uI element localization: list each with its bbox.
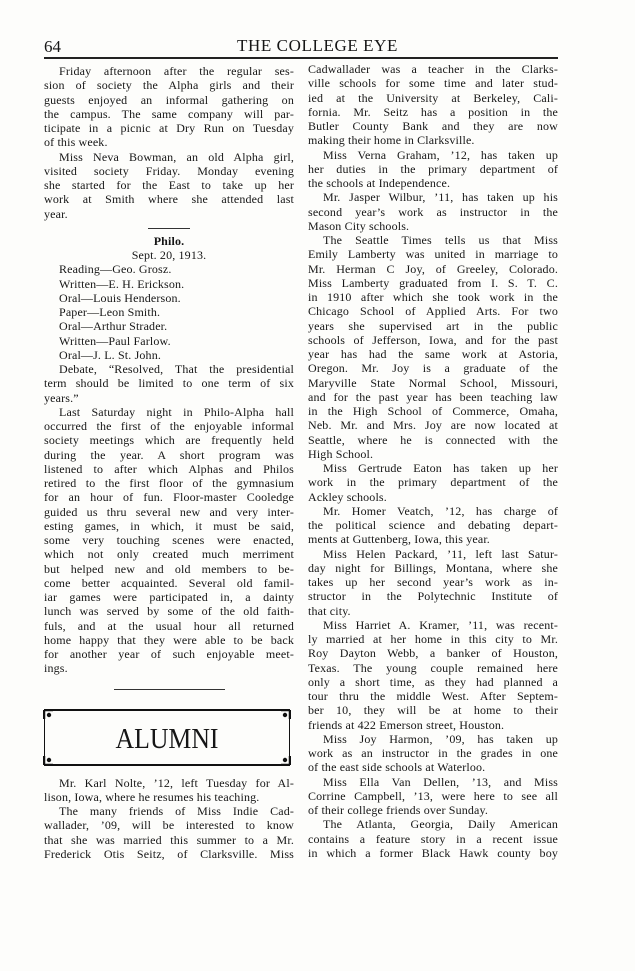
text-line: Miss Helen Packard, ’11, left last Satur-: [323, 546, 558, 561]
text-line: Miss Harriet A. Kramer, ’11, was recent-: [323, 617, 558, 632]
text-line: friends at 422 Emerson street, Houston.: [308, 717, 505, 732]
text-line: come better acquainted. Several old famil-: [44, 575, 294, 590]
text-line: years she supervised art in the public: [308, 318, 558, 333]
paragraph: [308, 148, 558, 191]
text-line: ments at Guttenberg, Iowa, this year.: [308, 532, 490, 547]
text-line: Miss Gertrude Eaton has taken up her: [323, 461, 558, 475]
text-line: fornia. Mr. Seitz has a position in the: [308, 104, 558, 119]
text-line: she started for the East to take up her: [44, 178, 294, 192]
text-line: Miss Neva Bowman, an old Alpha girl,: [59, 149, 294, 164]
paragraph: [44, 776, 294, 805]
paragraph: [308, 504, 558, 547]
text-line: Neb. Mr. and Mrs. Joy are now located at: [308, 418, 558, 433]
paragraph: [44, 277, 294, 291]
text-line: Ackley schools.: [308, 489, 387, 504]
text-line: her duties in the primary department of: [308, 161, 558, 176]
page-number: 64: [44, 37, 61, 56]
text-line: in the High School of Commerce, Omaha,: [308, 404, 558, 418]
text-line: lison, Iowa, where he resumes his teaching.: [44, 789, 260, 804]
text-line: of the east side schools at Waterloo.: [308, 760, 486, 775]
divider-line: [114, 689, 225, 690]
section-divider: [44, 676, 294, 709]
paragraph: [308, 461, 558, 504]
text-line: Miss Lamberty graduated from I. S. T. C.: [308, 275, 558, 290]
text-line: of their college friends over Sunday.: [308, 803, 489, 817]
text-line: guests enjoyed an informal gathering on: [44, 92, 294, 107]
text-line: contains a feature story in a recent issue: [308, 831, 558, 846]
text-line: Miss Joy Harmon, ’09, has taken up: [323, 731, 558, 746]
text-line: Frederick Otis Seitz, of Clarksville. Miss: [44, 846, 294, 861]
text-line: but helped new and old members to be-: [44, 561, 294, 576]
text-line: second year’s work as instructor in the: [308, 204, 558, 219]
section-heading: Philo.: [153, 233, 185, 248]
alumni-banner: [44, 709, 290, 766]
text-line: in which a former Black Hawk county boy: [308, 845, 558, 860]
ornament-corner-icon: [279, 709, 291, 721]
text-line: schools of Jefferson, Iowa, and for the past: [308, 332, 558, 347]
text-line: Roy Dayton Webb, a banker of Houston,: [308, 646, 558, 661]
text-line: High School.: [308, 446, 374, 461]
text-line: esting games, in which, it must be said,: [44, 518, 294, 533]
text-line: Emily Lamberty was united in marriage to: [308, 247, 558, 262]
paragraph: [308, 775, 558, 818]
text-line: tour thru the middle West. After Septem-: [308, 689, 558, 703]
text-line: making their home in Clarksville.: [308, 133, 475, 148]
text-line: ings.: [44, 661, 68, 676]
paragraph: [308, 62, 558, 148]
text-line: Friday afternoon after the regular ses-: [59, 64, 294, 78]
text-line: some very touching scenes were enacted,: [44, 533, 294, 547]
text-line: work in the primary department of the: [308, 475, 558, 490]
text-line: Cadwallader was a teacher in the Clarks-: [308, 62, 558, 76]
text-line: Miss Ella Van Dellen, ’13, and Miss: [323, 774, 558, 789]
text-line: ville schools for some time and later stud-: [308, 76, 558, 91]
text-line: the campus. The same company will par-: [44, 106, 294, 121]
text-line: work at Smith where she attended last: [44, 192, 294, 207]
text-line: Mr. Homer Veatch, ’12, has charge of: [323, 503, 558, 518]
text-line: of this week.: [44, 135, 108, 150]
text-line: day night for Billings, Montana, where she: [308, 560, 558, 575]
text-line: sion of society the Alpha girls and their: [44, 78, 294, 93]
paragraph: [44, 405, 294, 676]
text-line: Last Saturday night in Philo-Alpha hall: [59, 404, 294, 419]
paragraph: [44, 362, 294, 405]
text-line: Oral—Louis Henderson.: [59, 290, 181, 305]
text-line: takes up her second year’s work as in-: [308, 575, 558, 589]
text-line: The Atlanta, Georgia, Daily American: [323, 817, 558, 832]
paragraph: [308, 190, 558, 233]
text-line: The many friends of Miss Indie Cad-: [59, 804, 294, 818]
right-column: [308, 62, 558, 860]
text-line: visited society Friday. Monday evening: [44, 163, 294, 178]
ornament-corner-icon: [43, 709, 55, 721]
text-line: Maryville State Normal School, Missouri,: [308, 375, 558, 390]
paragraph: [44, 291, 294, 305]
text-line: lunch was served by some of the old faith-: [44, 604, 294, 619]
paragraph: [308, 618, 558, 732]
paragraph: [44, 334, 294, 348]
text-line: Butler County Bank and they are now: [308, 119, 558, 133]
text-line: iar games were participated in, a dainty: [44, 590, 294, 604]
text-line: year has had the same work at Astoria,: [308, 347, 558, 361]
paragraph: [308, 233, 558, 461]
ornament-corner-icon: [279, 754, 291, 766]
paragraph: [44, 305, 294, 319]
paragraph: [44, 262, 294, 276]
text-line: term should be limited to one term of six: [44, 376, 294, 391]
text-line: Oregon. Mr. Joy is a graduate of the: [308, 361, 558, 376]
text-line: Oral—J. L. St. John.: [59, 347, 161, 362]
dateline: Sept. 20, 1913.: [131, 248, 207, 262]
paragraph: [44, 804, 294, 861]
text-line: Mr. Jasper Wilbur, ’11, has taken up his: [323, 190, 558, 205]
divider-line: [148, 228, 190, 229]
left-column: [44, 64, 294, 861]
paragraph: [308, 817, 558, 860]
text-line: work as an instructor in the grades in one: [308, 746, 558, 760]
text-line: which not only created much merriment: [44, 547, 294, 562]
text-line: occurred the first of the enjoyable informal: [44, 419, 294, 433]
text-line: Paper—Leon Smith.: [59, 305, 161, 319]
section-divider: [44, 221, 294, 234]
text-line: ly married at her home in this city to Mr.: [308, 632, 558, 646]
text-line: ber 10, they will be at home to their: [308, 703, 558, 718]
text-line: during the year. A short program was: [44, 447, 294, 462]
text-line: Miss Verna Graham, ’12, has taken up: [323, 147, 558, 162]
text-line: only a short time, as they had planned a: [308, 674, 558, 689]
paragraph: [44, 348, 294, 362]
text-line: in 1910 after which she took work in the: [308, 290, 558, 304]
text-line: the schools at Independence.: [308, 176, 451, 190]
paragraph: [44, 64, 294, 150]
text-line: Mr. Karl Nolte, ’12, left Tuesday for Al-: [59, 775, 294, 790]
text-line: fuls, and at the usual hour all returned: [44, 618, 294, 633]
text-line: Written—E. H. Erickson.: [59, 276, 185, 291]
text-line: ied at the University at Berkeley, Cali-: [308, 90, 558, 105]
text-line: Mr. Herman C Joy, of Greeley, Colorado.: [308, 261, 558, 276]
paragraph: [308, 732, 558, 775]
text-line: Reading—Geo. Grosz.: [59, 262, 172, 277]
text-line: Debate, “Resolved, That the presidential: [59, 362, 294, 376]
text-line: listened to after which Alphas and Philos: [44, 461, 294, 476]
running-head-title: THE COLLEGE EYE: [236, 36, 399, 55]
text-line: Oral—Arthur Strader.: [59, 319, 168, 334]
text-line: The Seattle Times tells us that Miss: [323, 233, 558, 247]
text-line: and for the past year has been teaching law: [308, 389, 558, 404]
paragraph: [308, 547, 558, 618]
text-line: structor in the Polytechnic Institute of: [308, 589, 558, 604]
text-line: ticipate in a picnic at Dry Run on Tuesday: [44, 121, 294, 135]
alumni-banner-title: ALUMNI: [115, 723, 219, 755]
text-line: Texas. The young couple remained here: [308, 660, 558, 675]
text-line: years.”: [44, 390, 79, 405]
text-line: that she was married this summer to a Mr.: [44, 832, 294, 847]
text-line: Seattle, where he is connected with the: [308, 432, 558, 447]
text-line: Corrine Campbell, ’13, were here to see all: [308, 788, 558, 803]
text-line: society meetings which are frequently held: [44, 433, 294, 448]
text-line: Chicago School of Applied Arts. For two: [308, 304, 558, 319]
text-line: Written—Paul Farlow.: [59, 333, 171, 348]
text-line: retired to the first floor of the gymnasium: [44, 476, 294, 490]
text-line: wallader, ’09, will be interested to know: [44, 818, 294, 833]
text-line: for an hour of fun. Floor-master Cooledge: [44, 490, 294, 505]
text-line: Mason City schools.: [308, 218, 410, 233]
text-line: for another year of such enjoyable meet-: [44, 647, 294, 661]
header-rule: [44, 57, 558, 59]
text-line: home happy that they were able to be back: [44, 632, 294, 647]
paragraph: [44, 319, 294, 333]
text-line: that city.: [308, 603, 351, 618]
text-line: the political science and debating depart-: [308, 518, 558, 532]
text-line: guided us thru several new and very inter-: [44, 504, 294, 519]
text-line: year.: [44, 206, 68, 221]
ornament-corner-icon: [43, 754, 55, 766]
paragraph: [44, 150, 294, 221]
